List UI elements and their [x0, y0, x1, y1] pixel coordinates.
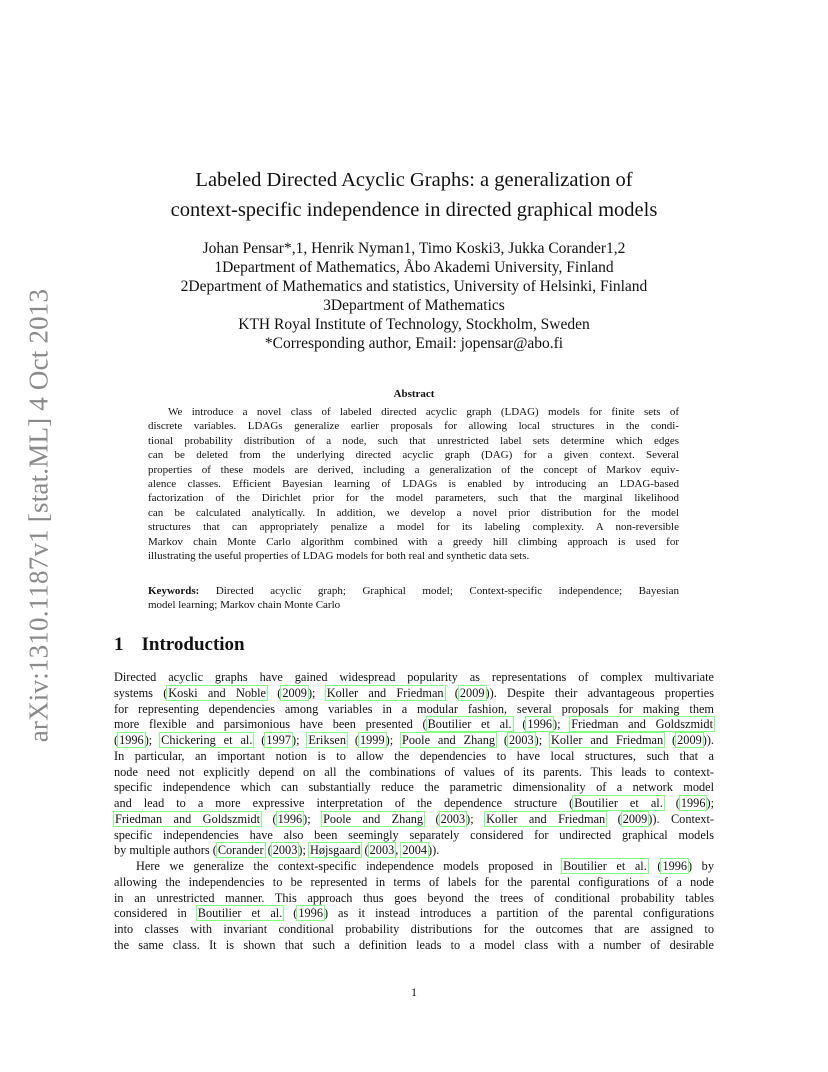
citation-link[interactable]: 2009 — [677, 733, 702, 747]
section-heading — [114, 634, 245, 656]
abstract-line: illustrating the useful properties of LDAG models for both real and synthetic data sets. — [148, 550, 530, 563]
citation-link[interactable]: Friedman and Goldszmidt — [571, 717, 713, 732]
text-line: specific independence which can substantially reduce the parametric dimensionality of a network model — [114, 780, 714, 795]
citation-link[interactable]: Friedman and Goldszmidt — [115, 811, 261, 826]
citation-link[interactable]: Koski and Noble — [168, 685, 266, 700]
affiliation-2: 2Department of Mathematics and statistics, University of Helsinki, Finland — [180, 278, 648, 295]
citation-link[interactable]: 1999 — [360, 733, 385, 747]
citation-link[interactable]: Poole and Zhang — [323, 811, 424, 826]
section-number: 1 — [114, 634, 124, 655]
citation-link[interactable]: Boutilier et al. — [574, 796, 663, 810]
abstract-line: can be deleted from the underlying directed acyclic graph (DAG) for a given context. Several — [148, 449, 679, 462]
abstract-line: factorization of the Dirichlet prior for the model parameters, such that the marginal likelihood — [148, 492, 679, 505]
keywords-block — [148, 584, 679, 613]
citation-link[interactable]: 2003 — [509, 733, 534, 747]
author-block — [114, 239, 714, 353]
text-line: and lead to a more expressive interpretation of the dependence structure (Boutilier et al. (1996); — [114, 796, 714, 810]
text-line: the same class. It is shown that such a definition leads to a model class with a number of desirable — [114, 937, 714, 952]
citation-link[interactable]: 2009 — [459, 685, 485, 700]
citation-link[interactable]: Boutilier et al. — [427, 717, 512, 732]
affiliation-3: 3Department of Mathematics — [323, 297, 505, 314]
abstract-line: We introduce a novel class of labeled directed acyclic graph (LDAG) models for finite sets of — [168, 406, 679, 418]
citation-link[interactable]: 1996 — [662, 859, 688, 873]
text-line: considered in Boutilier et al. (1996) as it instead introduces a partition of the parental configurations — [114, 906, 714, 921]
text-line: more flexible and parsimonious have been presented (Boutilier et al. (1996); Friedman and Goldszmidt — [114, 717, 713, 732]
citation-link[interactable]: Poole and Zhang — [402, 733, 496, 747]
citation-link[interactable]: Chickering et al. — [161, 733, 253, 747]
text-line: In particular, an important notion is to allow the dependencies to have local structures, such that a — [114, 748, 714, 763]
abstract-heading: Abstract — [393, 388, 435, 400]
citation-link[interactable]: 1996 — [298, 906, 323, 921]
citation-link[interactable]: 1997 — [266, 733, 291, 747]
authors-line: Johan Pensar*,1, Henrik Nyman1, Timo Koski3, Jukka Corander1,2 — [202, 240, 626, 257]
citation-link[interactable]: Koller and Friedman — [486, 811, 606, 826]
citation-link[interactable]: 2003 — [272, 843, 298, 858]
keywords-text: Directed acyclic graph; Graphical model; Context-specific independence; Bayesian — [215, 585, 679, 597]
text-line: allowing the independencies to be represented in terms of labels for the parental configurations of a node — [114, 874, 714, 889]
text-line: into classes with invariant conditional probability distributions for the outcomes that are assigned to — [114, 922, 714, 936]
citation-link[interactable]: Boutilier et al. — [563, 859, 647, 873]
title-line-2: context-specific independence in directed graphical models — [170, 199, 658, 221]
keywords-label: Keywords: — [148, 585, 200, 597]
text-line: Friedman and Goldszmidt (1996); Poole and Zhang (2003); Koller and Friedman (2009)). Context- — [115, 811, 714, 826]
text-line: node need not explicitly depend on all the combinations of values of its parents. This leads to context- — [114, 764, 714, 779]
abstract-line: structures that can appropriately penalize a model for its labeling complexity. A non-reversible — [148, 521, 679, 534]
abstract-line: Markov chain Monte Carlo algorithm combined with a greedy hill climbing approach is used for — [148, 535, 679, 548]
page-number: 1 — [411, 985, 417, 999]
citation-link[interactable]: 2004 — [402, 843, 427, 858]
affiliation-4: KTH Royal Institute of Technology, Stockholm, Sweden — [238, 316, 590, 333]
abstract-line: alence classes. Efficient Bayesian learning of LDAGs is enabled by introducing an LDAG-based — [148, 478, 679, 491]
arxiv-identifier-stamp — [19, 288, 59, 742]
citation-link[interactable]: Eriksen — [308, 733, 346, 747]
keywords-text: model learning; Markov chain Monte Carlo — [148, 599, 341, 612]
text-line: in an unrestricted manner. This approach thus goes beyond the trees of conditional probability tables — [114, 890, 714, 905]
text-line: for representing dependencies among variables in a modular fashion, several proposals for making them — [114, 701, 714, 716]
corresponding-author: *Corresponding author, Email: jopensar@abo.fi — [264, 335, 564, 352]
citation-link[interactable]: 1996 — [527, 717, 553, 732]
citation-link[interactable]: 1996 — [119, 733, 144, 747]
citation-link[interactable]: Koller and Friedman — [551, 733, 664, 747]
citation-link[interactable]: 2009 — [282, 685, 307, 700]
introduction-body — [114, 670, 714, 954]
citation-link[interactable]: 2003 — [440, 811, 466, 826]
citation-link[interactable]: 1996 — [277, 811, 303, 826]
abstract-line: can be calculated analytically. In addition, we develop a novel prior distribution for the model — [148, 506, 679, 519]
abstract-line: properties of these models are derived, including a generalization of the concept of Markov equiv- — [148, 463, 679, 476]
arxiv-id: arXiv:1310.1187v1 [stat.ML] 4 Oct 2013 — [23, 288, 54, 742]
text-line: by multiple authors (Corander (2003); Højsgaard (2003, 2004)). — [114, 843, 440, 858]
text-line: Directed acyclic graphs have gained widespread popularity as representations of complex multivariate — [114, 670, 714, 684]
citation-link[interactable]: Højsgaard — [309, 843, 361, 858]
citation-link[interactable]: Koller and Friedman — [326, 685, 444, 700]
title-line-1: Labeled Directed Acyclic Graphs: a generalization of — [195, 169, 633, 191]
text-line: Here we generalize the context-specific independence models proposed in Boutilier et al. (1996) by — [136, 859, 714, 873]
citation-link[interactable]: Boutilier et al. — [197, 906, 283, 921]
citation-link[interactable]: Corander — [217, 843, 264, 858]
citation-link[interactable]: 1996 — [680, 796, 706, 810]
paper-title — [114, 165, 714, 225]
citation-link[interactable]: 2009 — [622, 811, 648, 826]
abstract-line: tional probability distribution of a node, such that unrestricted label sets determine which edges — [148, 434, 679, 447]
citation-link[interactable]: 2003 — [369, 843, 395, 858]
affiliation-1: 1Department of Mathematics, Åbo Akademi University, Finland — [214, 259, 614, 276]
section-title: Introduction — [141, 634, 245, 655]
text-line: systems (Koski and Noble (2009); Koller and Friedman (2009)). Despite their advantageous properties — [114, 685, 714, 700]
text-line: specific independencies have also been seemingly separately considered for undirected graphical models — [114, 827, 714, 842]
abstract-line: discrete variables. LDAGs generalize earlier proposals for allowing local structures in the condi- — [148, 420, 679, 433]
abstract-body — [148, 405, 679, 563]
text-line: (1996); Chickering et al. (1997); Eriksen (1999); Poole and Zhang (2003); Koller and Friedman (2009)). — [114, 733, 714, 747]
